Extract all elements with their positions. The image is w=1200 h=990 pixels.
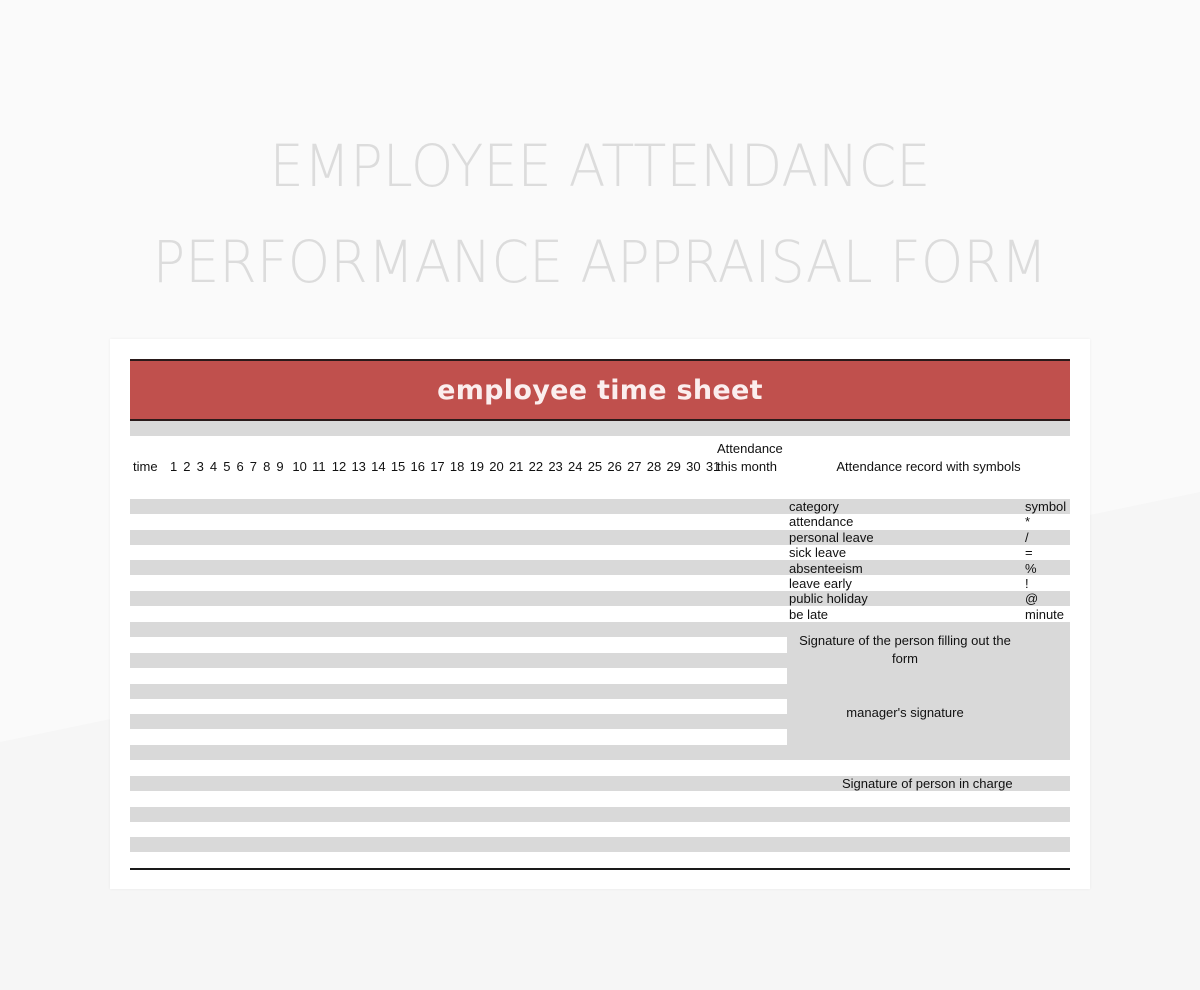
- day-header: 12: [331, 459, 347, 474]
- day-header: 25: [587, 459, 603, 474]
- day-header: 6: [236, 459, 244, 474]
- day-header: 30: [686, 459, 701, 474]
- legend-row: [787, 545, 1070, 560]
- day-header: 14: [371, 459, 386, 474]
- day-header: 2: [183, 459, 191, 474]
- time-column-header: time: [133, 459, 158, 474]
- legend-row: [787, 591, 1070, 606]
- day-header: 18: [449, 459, 465, 474]
- legend-symbol: *: [1025, 514, 1031, 530]
- day-header: 11: [312, 459, 326, 474]
- table-row: [130, 714, 787, 729]
- table-row: [130, 684, 787, 699]
- day-header: 21: [508, 459, 524, 474]
- legend-symbol: =: [1025, 545, 1033, 561]
- day-header: 22: [528, 459, 544, 474]
- page-title-line-1: EMPLOYEE ATTENDANCE: [269, 132, 931, 200]
- day-header: 31: [705, 459, 721, 474]
- timesheet-title: employee time sheet: [437, 374, 763, 406]
- legend-symbol: %: [1025, 560, 1037, 576]
- filler-signature-label: Signature of the person filling out the form: [799, 633, 1011, 666]
- spacer-row: [130, 421, 1070, 436]
- legend-category: attendance: [789, 514, 854, 530]
- legend-category: leave early: [789, 576, 852, 591]
- day-header: 20: [489, 459, 504, 474]
- table-row: [130, 653, 787, 668]
- timesheet-banner: [130, 359, 1070, 421]
- table-row: [130, 622, 787, 637]
- day-header: 16: [410, 459, 425, 474]
- legend-category-header: category: [789, 499, 839, 514]
- day-header: 5: [223, 459, 231, 474]
- person-in-charge-row: [130, 776, 1070, 791]
- legend-category: absenteeism: [789, 560, 863, 576]
- legend-row: [787, 514, 1070, 529]
- bottom-border: [130, 868, 1070, 870]
- day-header: 8: [263, 459, 271, 474]
- day-header: 24: [568, 459, 583, 474]
- day-columns: [133, 459, 723, 474]
- monthly-attendance-header: Attendance this month: [717, 441, 783, 474]
- legend-category: be late: [789, 606, 829, 622]
- legend-row: [787, 561, 1070, 576]
- legend-row: [787, 576, 1070, 591]
- day-header: 9: [276, 459, 284, 474]
- manager-signature-label: manager's signature: [846, 705, 964, 720]
- timesheet-card: [110, 339, 1090, 889]
- day-header: 19: [469, 459, 485, 474]
- day-header: 26: [607, 459, 622, 474]
- legend-category: public holiday: [789, 591, 868, 607]
- legend-category: sick leave: [789, 545, 847, 561]
- header-row: [130, 437, 1070, 499]
- legend-symbol: /: [1025, 529, 1029, 545]
- day-header: 23: [548, 459, 563, 474]
- table-row: [130, 807, 1070, 822]
- day-header: 1: [170, 459, 178, 474]
- day-header: 28: [646, 459, 662, 474]
- legend-symbol: @: [1025, 591, 1039, 607]
- legend-category: personal leave: [789, 529, 874, 545]
- table-row: [130, 745, 787, 760]
- table-row: [130, 837, 1070, 852]
- day-header: 15: [390, 459, 406, 474]
- day-header: 27: [627, 459, 642, 474]
- day-header: 29: [666, 459, 681, 474]
- legend-row: [787, 530, 1070, 545]
- day-header: 4: [209, 459, 218, 474]
- legend-symbol-header: symbol: [1025, 499, 1067, 514]
- legend-title: Attendance record with symbols: [836, 459, 1021, 474]
- day-header: 3: [196, 459, 204, 474]
- day-header: 7: [249, 459, 258, 474]
- day-header: 17: [430, 459, 445, 474]
- day-header: 10: [292, 459, 307, 474]
- legend-symbol: !: [1025, 576, 1029, 591]
- signature-block: [787, 622, 1070, 760]
- day-header: 13: [351, 459, 366, 474]
- legend-row: [787, 499, 1070, 514]
- page-title-line-2: PERFORMANCE APPRAISAL FORM: [152, 228, 1048, 296]
- person-in-charge-signature-label: Signature of person in charge: [842, 776, 1013, 791]
- legend-row: [787, 607, 1070, 622]
- page-title: [42, 118, 1158, 310]
- legend-symbol: minute: [1025, 606, 1065, 622]
